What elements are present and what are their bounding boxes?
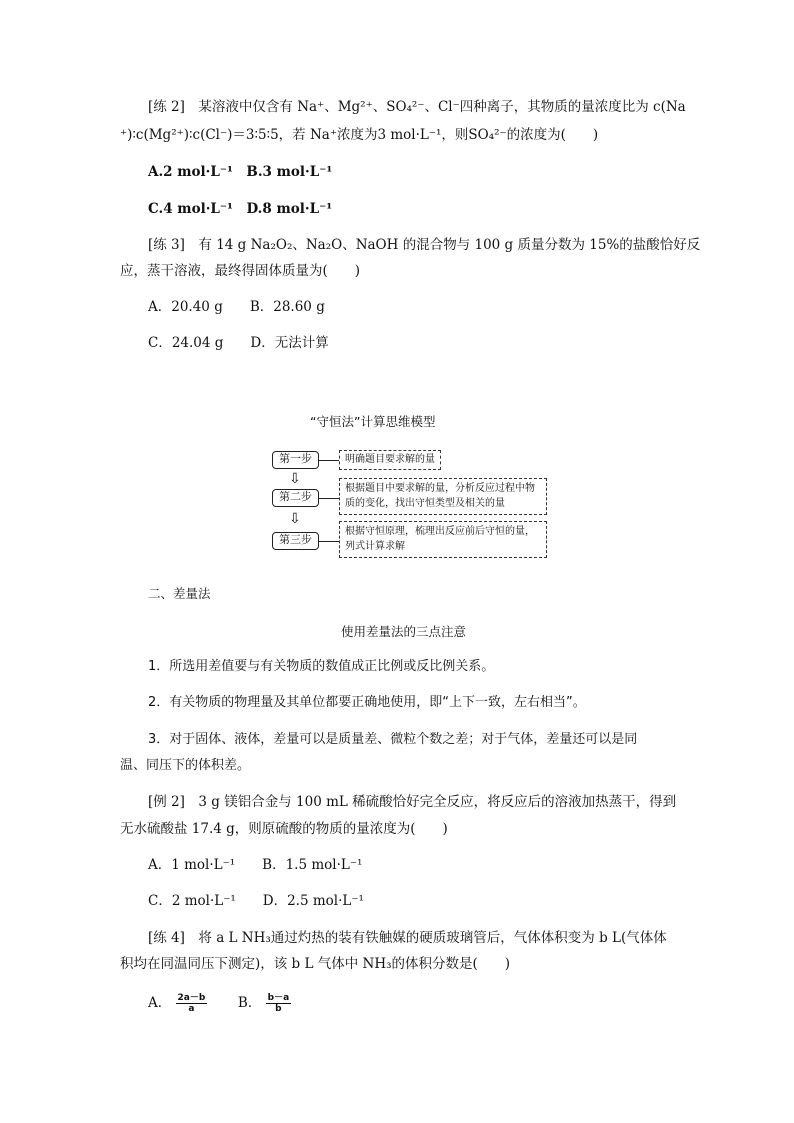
connector-1 <box>319 460 339 461</box>
note-2: 2．有关物质的物理量及其单位都要正确地使用，即“上下一致，左右相当”。 <box>148 695 586 710</box>
section-heading: 二、差量法 <box>148 586 211 601</box>
example2-line1: [例 2] 3 g 镁铝合金与 100 mL 稀硫酸恰好完全反应，将反应后的溶液加热蒸干，得到 <box>148 794 677 810</box>
option-a-fraction <box>176 993 208 1014</box>
option-b-denominator: b <box>275 1004 282 1014</box>
note-1: 1．所选用差值要与有关物质的数值成正比例或反比例关系。 <box>148 659 495 674</box>
step-2-box: 第二步 <box>272 489 319 507</box>
step-1-description: 明确题目要求解的量 <box>339 450 441 470</box>
example2-options-ab: A．1 mol·L⁻¹ B．1.5 mol·L⁻¹ <box>148 857 363 873</box>
step-3-box: 第三步 <box>272 532 319 550</box>
option-a-denominator: a <box>188 1004 195 1014</box>
example2-options-cd: C．2 mol·L⁻¹ D．2.5 mol·L⁻¹ <box>148 893 364 909</box>
option-a-numerator: 2a－b <box>177 993 206 1003</box>
ex3-options-ab: A．20.40 g B．28.60 g <box>148 299 325 315</box>
option-b-label: B． <box>237 995 262 1011</box>
step-3-description: 根据守恒原理，梳理出反应前后守恒的量，列式计算求解 <box>339 521 547 558</box>
ex4-line1: [练 4] 将 a L NH₃通过灼热的装有铁触媒的硬质玻璃管后，气体体积变为 b L(气体体 <box>148 930 667 946</box>
option-b-fraction <box>266 993 292 1014</box>
model-title: “守恒法”计算思维模型 <box>310 414 436 429</box>
down-arrow-icon: ⇩ <box>289 471 301 487</box>
note-3-line2: 温、同压下的体积差。 <box>120 758 251 773</box>
ex2-options-cd: C.4 mol·L⁻¹ D.8 mol·L⁻¹ <box>148 201 333 217</box>
ex4-line2: 积均在同温同压下测定)，该 b L 气体中 NH₃的体积分数是( ) <box>120 956 511 972</box>
example2-line2: 无水硫酸盐 17.4 g，则原硫酸的物质的量浓度为( ) <box>120 821 448 837</box>
option-a-label: A． <box>148 995 172 1011</box>
step-1-box: 第一步 <box>272 451 319 469</box>
ex3-line1: [练 3] 有 14 g Na₂O₂、Na₂O、NaOH 的混合物与 100 g 质量分数为 15%的盐酸恰好反 <box>148 237 701 253</box>
ex2-options-ab: A.2 mol·L⁻¹ B.3 mol·L⁻¹ <box>148 164 333 180</box>
connector-3 <box>319 541 339 542</box>
ex2-line2: ⁺)∶c(Mg²⁺)∶c(Cl⁻)＝3∶5∶5，若 Na⁺浓度为3 mol·L⁻¹，则SO₄²⁻的浓度为( ) <box>120 127 599 143</box>
down-arrow-icon: ⇩ <box>289 511 301 527</box>
ex2-line1: [练 2] 某溶液中仅含有 Na⁺、Mg²⁺、SO₄²⁻、Cl⁻四种离子，其物质的量浓度比为 c(Na <box>148 99 686 115</box>
section-subtitle: 使用差量法的三点注意 <box>341 624 467 639</box>
connector-2 <box>319 498 339 499</box>
note-3-line1: 3．对于固体、液体，差量可以是质量差、微粒个数之差；对于气体，差量还可以是同 <box>148 732 638 747</box>
ex3-options-cd: C．24.04 g D．无法计算 <box>148 335 329 351</box>
ex3-line2: 应，蒸干溶液，最终得固体质量为( ) <box>120 263 361 279</box>
step-2-description: 根据题目中要求解的量，分析反应过程中物质的变化，找出守恒类型及相关的量 <box>339 478 547 515</box>
option-b-numerator: b－a <box>267 993 290 1003</box>
ex4-options <box>148 993 291 1014</box>
